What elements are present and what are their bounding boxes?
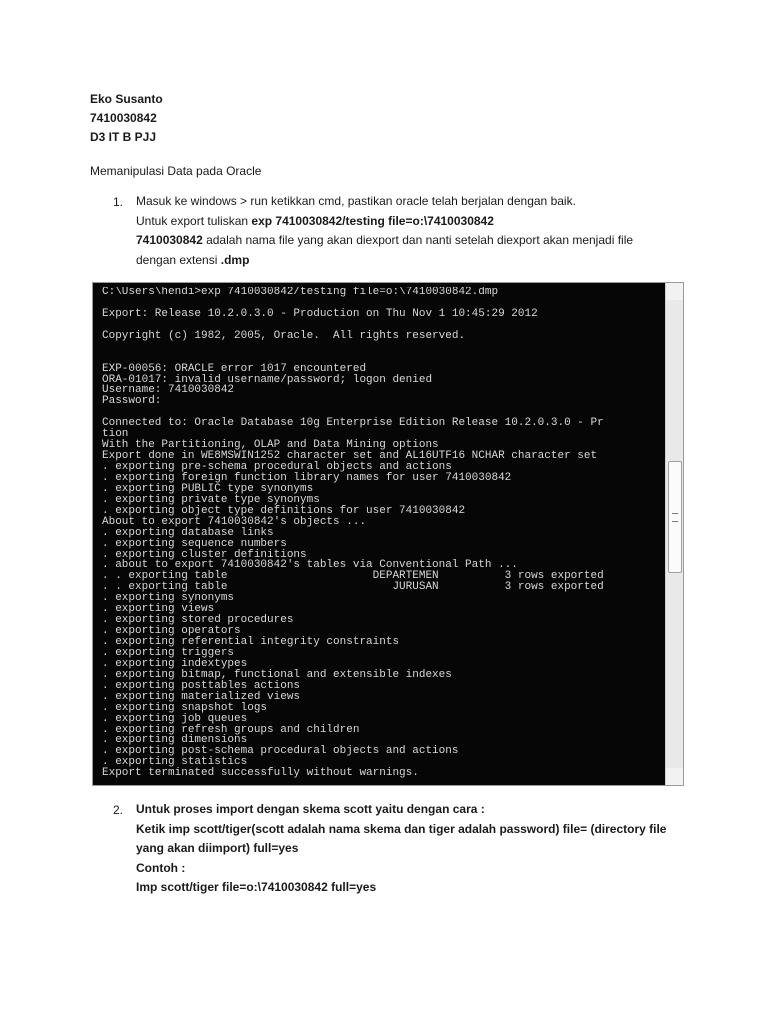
step-2-line-2: Ketik imp scott/tiger(scott adalah nama skema dan tiger adalah password) file= (directory file [136,821,667,836]
console-line: . exporting views [102,603,215,616]
step-1-number: 1. [113,195,124,209]
step-1-line-4-label: dengan extensi [136,252,221,267]
command-prompt-window [92,282,684,786]
console-line: . exporting object type definitions for user 7410030842 [102,504,466,517]
console-line: . exporting cluster definitions [102,548,307,561]
console-line: . exporting PUBLIC type synonyms [102,482,314,495]
console-line: . exporting dimensions [102,734,248,747]
step-1-line-2-label: Untuk export tuliskan [136,213,252,228]
console-line: With the Partitioning, OLAP and Data Mining options [102,439,439,452]
console-line: Export done in WE8MSWIN1252 character set and AL16UTF16 NCHAR character set [102,450,598,463]
export-command: exp 7410030842/testing file=o:\7410030842 [251,213,494,228]
console-line: . exporting materialized views [102,690,301,703]
console-line: . exporting post-schema procedural objects and actions [102,745,459,758]
author-class: D3 IT B PJJ [90,130,157,144]
console-output [102,287,658,783]
console-line: . about to export 7410030842's tables via Conventional Path ... [102,559,518,572]
console-line: . exporting stored procedures [102,614,294,627]
console-line: . exporting pre-schema procedural objects and actions [102,461,452,473]
console-line: . exporting triggers [102,646,235,659]
console-line: . exporting refresh groups and children [102,723,360,736]
console-line: . exporting indextypes [102,657,248,670]
console-line: . exporting statistics [102,756,248,769]
console-line: . exporting operators [102,625,241,638]
step-2-line-4: Contoh : [136,860,186,875]
dump-extension: .dmp [220,252,250,267]
step-2-number: 2. [113,803,124,817]
step-1-line-3-label: adalah nama file yang akan diexport dan nanti setelah diexport akan menjadi file [202,233,634,247]
step-1-line-3 [136,231,633,251]
step-1-line-2 [136,212,633,232]
scroll-up-button[interactable] [666,283,683,300]
author-name: Eko Susanto [90,92,163,106]
console-line: . exporting snapshot logs [102,701,268,714]
scrollbar-thumb[interactable] [668,461,682,573]
author-id: 7410030842 [90,111,157,125]
console-line [102,342,658,353]
console-line: . exporting posttables actions [102,679,301,692]
console-line: . exporting referential integrity constraints [102,636,400,648]
console-line: Password: [102,395,162,408]
export-filename: 7410030842 [136,233,203,247]
step-1-line-1: Masuk ke windows > run ketikkan cmd, pastikan oracle telah berjalan dengan baik. [136,194,576,208]
console-scrollbar[interactable] [665,283,683,785]
step-2-text [136,800,666,898]
console-line: EXP-00056: ORACLE error 1017 encountered [102,362,367,375]
document-title: Memanipulasi Data pada Oracle [90,164,262,178]
console-line: . exporting database links [102,526,274,539]
console-line: ORA-01017: invalid username/password; logon denied [102,373,433,386]
step-2-line-3: yang akan diimport) full=yes [136,841,299,855]
console-line: About to export 7410030842's objects ... [102,515,367,528]
console-line: tion [102,428,129,441]
step-2-line-5: Imp scott/tiger file=o:\7410030842 full=yes [136,880,377,894]
step-2-line-1: Untuk proses import dengan skema scott yaitu dengan cara : [136,802,485,816]
console-line: . . exporting table DEPARTEMEN 3 rows exported [102,570,604,583]
console-line: C:\Users\hendi>exp 7410030842/testing file=o:\7410030842.dmp [102,287,499,298]
console-line: . exporting sequence numbers [102,537,287,550]
console-line: . exporting private type synonyms [102,493,320,506]
step-1-line-4 [136,251,633,271]
console-line: Export terminated successfully without warnings. [102,767,419,780]
console-line [102,353,658,364]
step-1-text [136,192,633,270]
console-line: Connected to: Oracle Database 10g Enterprise Edition Release 10.2.0.3.0 - Pr [102,417,604,430]
console-line: Export: Release 10.2.0.3.0 - Production on Thu Nov 1 10:45:29 2012 [102,307,538,320]
console-line: Copyright (c) 1982, 2005, Oracle. All rights reserved. [102,329,466,342]
scroll-down-button[interactable] [666,768,683,785]
console-line: . exporting bitmap, functional and extensible indexes [102,668,452,681]
console-line: . . exporting table JURUSAN 3 rows exported [102,581,604,594]
console-line: Username: 7410030842 [102,384,235,397]
console-line: . exporting job queues [102,712,248,725]
console-line: . exporting foreign function library names for user 7410030842 [102,471,512,484]
console-line: . exporting synonyms [102,592,235,605]
